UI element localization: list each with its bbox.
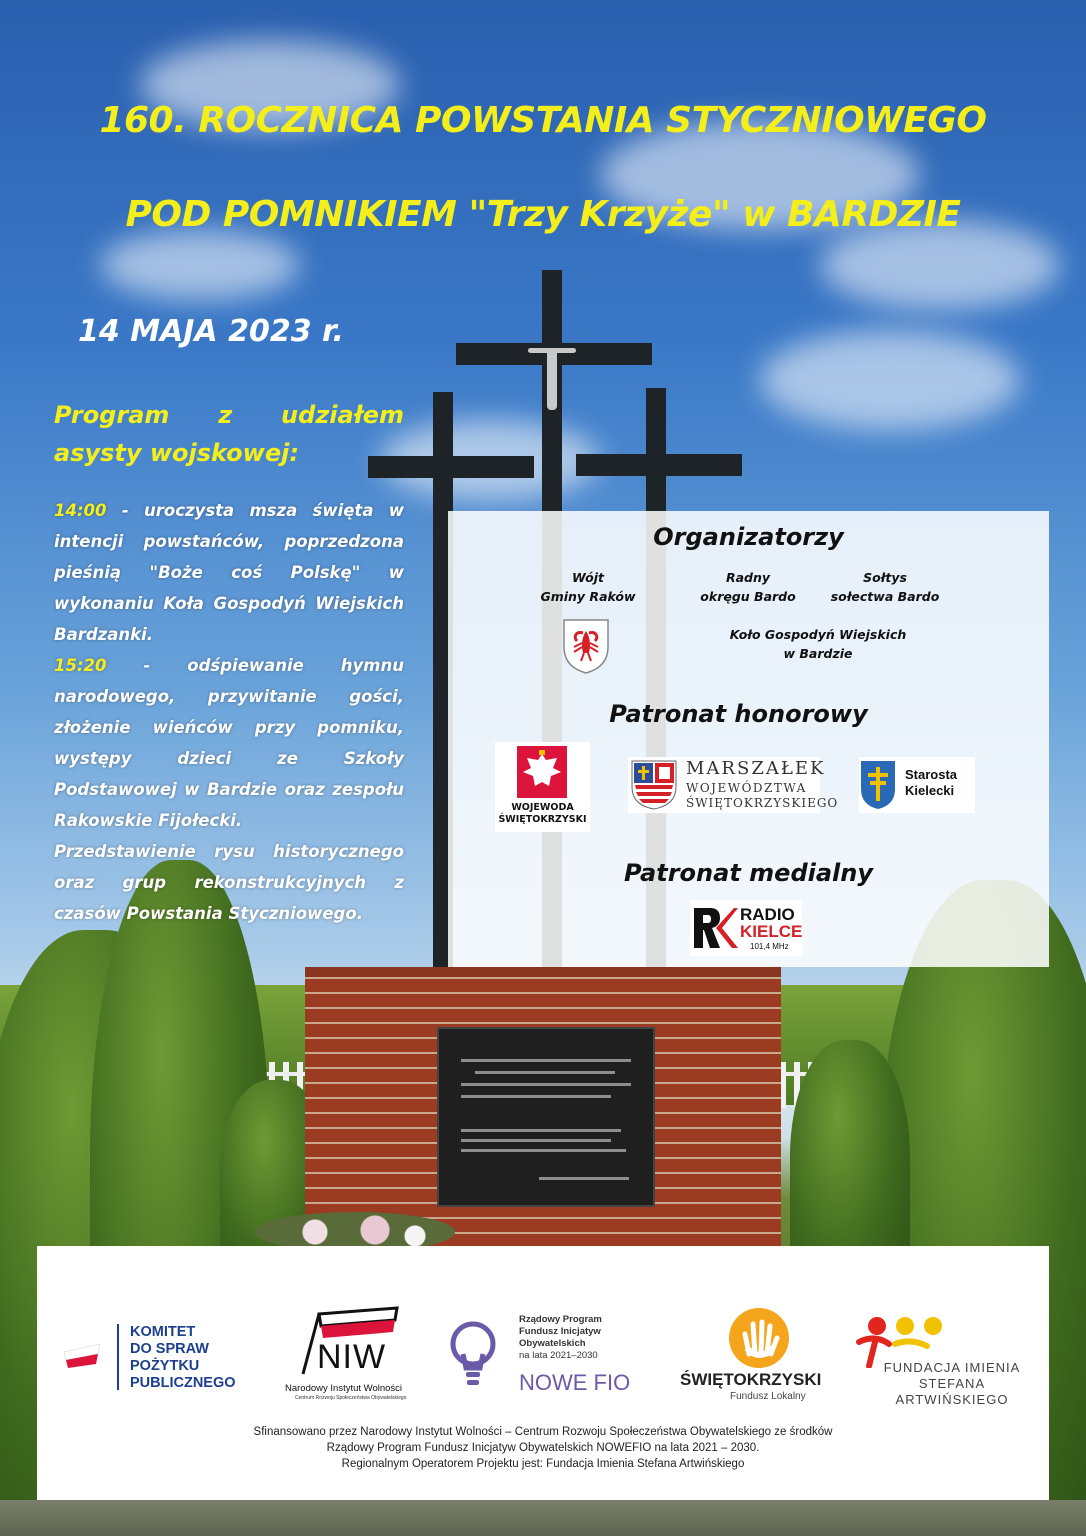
kpp-divider — [117, 1324, 119, 1390]
starosta-logo — [859, 757, 975, 813]
wojewoda-label: WOJEWODA ŚWIĘTOKRZYSKI — [498, 802, 587, 825]
radio-label-1: RADIO — [740, 905, 795, 924]
kielce-county-shield-icon — [859, 759, 897, 811]
niw-full-name: Narodowy Instytut Wolności — [285, 1383, 403, 1394]
program-heading: Program z udziałem asysty wojskowej: — [54, 401, 404, 467]
polish-eagle-icon — [517, 746, 567, 798]
organizer-kgw: Koło Gospodyń Wiejskich w Bardzie — [729, 627, 907, 661]
media-heading: Patronat medialny — [624, 859, 873, 887]
program-text — [54, 495, 404, 929]
rk-logo-icon — [692, 906, 738, 950]
swk-label: ŚWIĘTOKRZYSKI — [680, 1370, 822, 1389]
honorary-heading: Patronat honorowy — [609, 700, 868, 728]
sponsors-footer — [37, 1246, 1049, 1500]
marszalek-line1: MARSZAŁEK — [686, 758, 826, 779]
program-item-1: - uroczysta msza święta w intencji powstańców, poprzedzona pieśnią "Boże coś Polskę" w wykonaniu Koła Gospodyń Wiejskich Bardzanki. — [54, 501, 404, 644]
niw-short: NIW — [317, 1338, 387, 1376]
marszalek-logo — [628, 757, 839, 813]
crucifix-figure — [547, 348, 557, 410]
organizer-wojt: Wójt Gminy Raków — [540, 570, 636, 604]
marszalek-line2: WOJEWÓDZTWA — [686, 781, 807, 795]
funding-note: Sfinansowano przez Narodowy Instytut Wolności – Centrum Rozwoju Społeczeństwa Obywatelskiego ze środków Rządowy Program Fundusz Inicjatyw Obywatelskich NOWEFIO na lata 2021 – 2030. Regionalnym Operatorem Projektu jest: Fundacja Imienia Stefana Artwińskiego — [253, 1426, 833, 1470]
fio-bulb-icon — [450, 1320, 496, 1390]
kpp-label: KOMITET DO SPRAW POŻYTKU PUBLICZNEGO — [130, 1324, 236, 1391]
title-line-1: 160. ROCZNICA POWSTANIA STYCZNIOWEGO — [99, 100, 987, 141]
patronage-panel — [448, 511, 1049, 967]
program-item-2: - odśpiewanie hymnu narodowego, przywitanie gości, złożenie wieńców przy pomniku, występy dzieci ze Szkoły Podstawowej w Bardzie oraz zespołu Rakowskie Fijołecki. — [54, 656, 404, 830]
title-line-2: POD POMNIKIEM "Trzy Krzyże" w BARDZIE — [125, 194, 961, 235]
fundacja-label: FUNDACJA IMIENIA STEFANA ARTWIŃSKIEGO — [883, 1360, 1021, 1407]
radio-kielce-logo — [690, 900, 802, 956]
organizer-soltys: Sołtys sołectwa Bardo — [830, 570, 940, 604]
rakow-coat-of-arms-icon — [561, 617, 611, 675]
niw-subtitle: Centrum Rozwoju Społeczeństwa Obywatelskiego — [295, 1395, 407, 1401]
event-date: 14 MAJA 2023 r. — [78, 314, 344, 349]
wojewoda-logo — [495, 742, 590, 832]
organizers-heading: Organizatorzy — [653, 523, 844, 551]
radio-frequency: 101,4 MHz — [750, 942, 789, 951]
fio-big: NOWE FIO — [519, 1370, 631, 1395]
hand-logo-icon — [727, 1306, 791, 1370]
swietokrzyskie-coat-of-arms-icon — [630, 759, 678, 811]
program-time-1: 14:00 — [54, 501, 107, 520]
swk-sub: Fundusz Lokalny — [730, 1391, 806, 1402]
program-time-2: 15:20 — [54, 656, 107, 675]
program-item-3: Przedstawienie rysu historycznego oraz grup rekonstrukcyjnych z czasów Powstania Styczniowego. — [54, 842, 404, 923]
radio-label-2: KIELCE — [740, 922, 803, 941]
marszalek-line3: ŚWIĘTOKRZYSKIEGO — [686, 796, 839, 810]
polish-flag-icon — [62, 1342, 102, 1368]
starosta-label: Starosta Kielecki — [905, 767, 958, 798]
memorial-plaque — [437, 1027, 655, 1207]
organizer-radny: Radny okręgu Bardo — [700, 570, 796, 604]
fio-label: Rządowy Program Fundusz Inicjatyw Obywatelskich na lata 2021–2030 — [519, 1314, 602, 1361]
